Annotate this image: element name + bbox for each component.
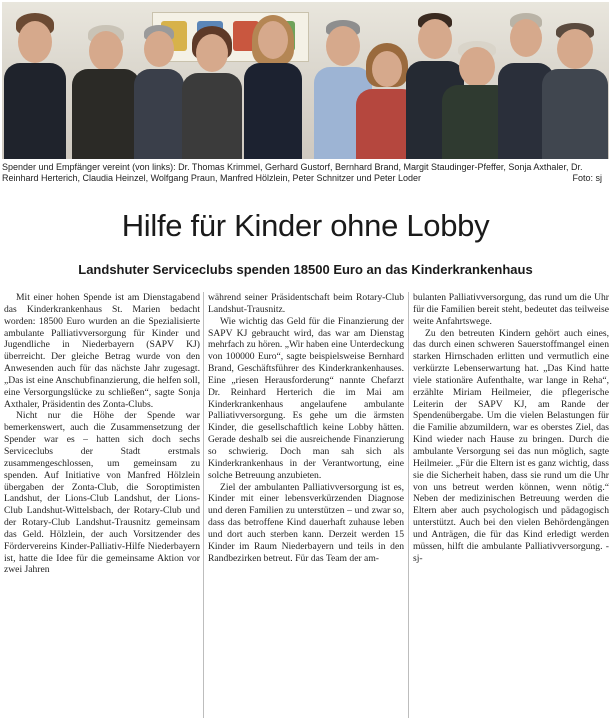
article-subheadline: Landshuter Serviceclubs spenden 18500 Euro an das Kinderkrankenhaus [78, 262, 533, 277]
paragraph: Nicht nur die Höhe der Spende war bemerkenswert, auch die Zusammensetzung der Spender war es – hatten sich doch sechs Serviceclubs der Stadt erstmals zusammengeschlossen, um gemeinsam zu spenden. Auf Initiative von Manfred Hölzlein übergaben der Zonta-Club, die Soroptimisten Landshut, der Lions-Club Landshut, der Lions-Club Landshut-Wittelsbach, der Rotary-Club und der Rotary-Club Landshut-Trausnitz gemeinsam das Geld. Hölzlein, der auch Vorsitzender des Fördervereins Kinder-Palliativ-Hilfe Niederbayern ist, hatte die Idee für die gemeinsame Aktion vor zwei Jahren [4, 410, 200, 576]
article-column-1 [4, 292, 200, 576]
person-5 [240, 11, 306, 159]
article-headline: Hilfe für Kinder ohne Lobby [121, 208, 490, 243]
person-11 [542, 19, 608, 159]
article-column-2 [208, 292, 404, 564]
person-2 [72, 19, 140, 159]
person-4 [182, 24, 242, 159]
person-3 [134, 21, 184, 159]
group-photo [2, 2, 609, 159]
article-column-3 [413, 292, 609, 564]
column-divider [408, 292, 409, 718]
paragraph: Wie wichtig das Geld für die Finanzierung der SAPV KJ gebraucht wird, das war am Dienstag mehrfach zu hören. „Wir haben eine Unterdeckung von 100000 Euro“, sagte beispielsweise Bernhard Brand, Geschäftsführer des Kinderkrankenhauses. Eine „riesen Herausforderung“ nannte Chefarzt Dr. Reinhard Herterich die im Mai am Kinderkrankenhaus angelaufene ambulante Palliativversorgung. Es gehe um die ärmsten Kinder, die gesellschaftlich keine Lobby hätten. Gerade deshalb sei die ausreichende Finanzierung so schwierig. Doch man sah sich als Kinderkrankenhaus in der Verantwortung, eine solche Betreuung anzubieten. [208, 315, 404, 481]
person-1 [4, 9, 66, 159]
paragraph: während seiner Präsidentschaft beim Rotary-Club Landshut-Trausnitz. [208, 292, 404, 315]
photo-credit: Foto: sj [572, 173, 602, 184]
paragraph: bulanten Palliativversorgung, das rund um die Uhr für die Familien bereit steht, bedeutet das teilweise weite Anfahrtswege. [413, 292, 609, 327]
caption-text: Spender und Empfänger vereint (von links): Dr. Thomas Krimmel, Gerhard Gustorf, Bernhard Brand, Margit Staudinger-Pfeffer, Sonja Axthaler, Dr. Reinhard Herterich, Claudia Heinzel, Wolfgang Praun, Manfred Hölzlein, Peter Schnitzer und Peter Loder [2, 162, 583, 184]
photo-caption [2, 162, 606, 185]
paragraph: Zu den betreuten Kindern gehört auch eines, das durch einen schweren Sauerstoffmangel einen starken Hirnschaden erlitten und vermutlich eine verkürzte Lebenserwartung hat. „Das Kind hatte viele stationäre Aufenthalte, war lange in Reha“, erzählte Miriam Heilmeier, die pflegerische Leiterin der SAPV KJ, am Rande der Spendenübergabe. Um die vielen Belastungen für die Familie abzumildern, war es oberstes Ziel, das Kind wieder nach Hause zu bringen. Durch die ambulante Versorgung sei das nun möglich, sagte Heilmeier. „Für die Eltern ist es ganz wichtig, dass sie die Sicherheit haben, dass sie rund um die Uhr von uns betreut werden können, wenn nötig.“ Neben der medizinischen Betreuung werden die Eltern aber auch psychologisch und pädagogisch unterstützt. Auch bei den vielen Behördengängen und Anträgen, die für das Kind erledigt werden müssen, hilft die ambulante Palliativversorgung. -sj- [413, 327, 609, 564]
paragraph: Ziel der ambulanten Palliativversorgung ist es, Kinder mit einer lebensverkürzenden Diagnose und deren Familien zu unterstützen – und zwar so, dass das betroffene Kind dauerhaft zuhause leben und dort auch sterben kann. Derzeit werden 15 Kinder im Raum Niederbayern und teils in den Randbezirken betreut. Für das Team der am- [208, 481, 404, 564]
column-divider [203, 292, 204, 718]
paragraph: Mit einer hohen Spende ist am Dienstagabend das Kinderkrankenhaus St. Marien bedacht worden: 18500 Euro wurden an die Spezialisierte ambulante Palliativversorgung für Kinder und Jugendliche in Niederbayern (SAPV KJ) überreicht. Der gleiche Betrag wurde von den Anwesenden auch für das nächste Jahr zugesagt. „Das ist eine Anschubfinanzierung, die helfen soll, eine Versorgungslücke zu schließen“, sagte Sonja Axthaler, Präsidentin des Zonta-Clubs. [4, 292, 200, 410]
